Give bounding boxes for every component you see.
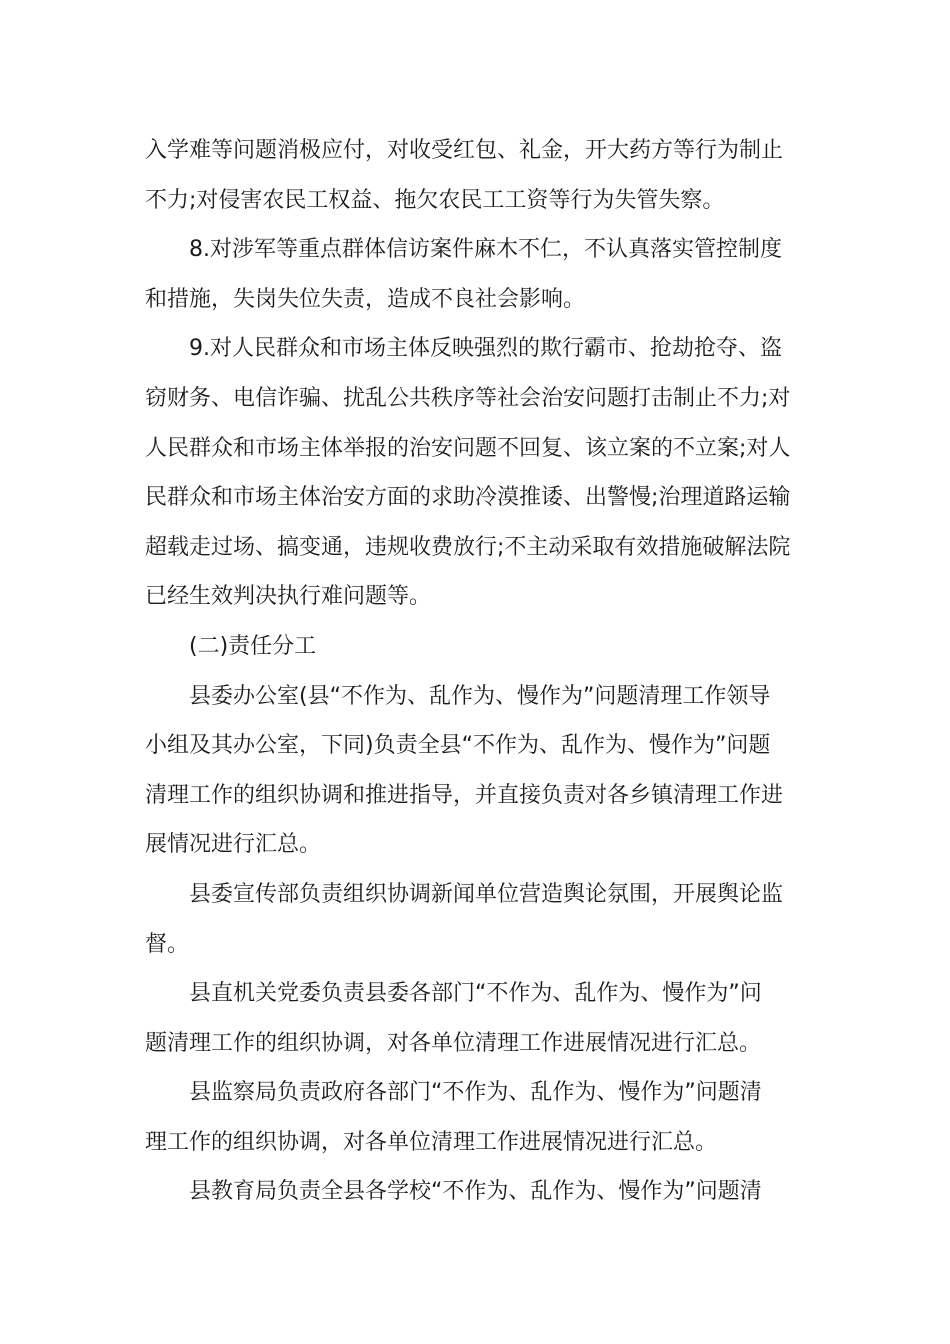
text-line: 展情况进行汇总。: [145, 832, 322, 858]
text-line: 已经生效判决执行难问题等。: [145, 584, 432, 610]
text-line: 县教育局负责全县各学校“不作为、乱作为、慢作为”问题清: [189, 1179, 762, 1205]
text-line: 超载走过场、搞变通，违规收费放行;不主动采取有效措施破解法院: [145, 534, 791, 560]
text-line: 县监察局负责政府各部门“不作为、乱作为、慢作为”问题清: [189, 1080, 762, 1106]
text-line: 题清理工作的组织协调，对各单位清理工作进展情况进行汇总。: [145, 1030, 762, 1056]
text-line: 8.对涉军等重点群体信访案件麻木不仁，不认真落实管控制度: [189, 237, 782, 263]
text-line: 小组及其办公室，下同)负责全县“不作为、乱作为、慢作为”问题: [145, 733, 771, 759]
text-line: 入学难等问题消极应付，对收受红包、礼金，开大药方等行为制止: [145, 138, 784, 163]
text-line: 人民群众和市场主体举报的治安问题不回复、该立案的不立案;对人: [145, 435, 791, 461]
text-line: 督。: [145, 931, 190, 957]
text-line: (二)责任分工: [189, 633, 317, 659]
text-line: 理工作的组织协调，对各单位清理工作进展情况进行汇总。: [145, 1129, 718, 1155]
text-line: 和措施，失岗失位失责，造成不良社会影响。: [145, 286, 586, 312]
text-line: 9.对人民群众和市场主体反映强烈的欺行霸市、抢劫抢夺、盗: [189, 336, 782, 362]
text-line: 民群众和市场主体治安方面的求助冷漠推诿、出警慢;治理道路运输: [145, 485, 791, 511]
text-line: 清理工作的组织协调和推进指导，并直接负责对各乡镇清理工作进: [145, 782, 784, 808]
text-line: 县直机关党委负责县委各部门“不作为、乱作为、慢作为”问: [189, 981, 762, 1007]
text-line: 县委宣传部负责组织协调新闻单位营造舆论氛围，开展舆论监: [189, 881, 784, 907]
text-line: 县委办公室(县“不作为、乱作为、慢作为”问题清理工作领导: [189, 683, 771, 709]
text-line: 不力;对侵害农民工权益、拖欠农民工工资等行为失管失察。: [145, 187, 725, 213]
document-body: [145, 126, 807, 1217]
text-line: 窃财务、电信诈骗、扰乱公共秩序等社会治安问题打击制止不力;对: [145, 385, 791, 411]
